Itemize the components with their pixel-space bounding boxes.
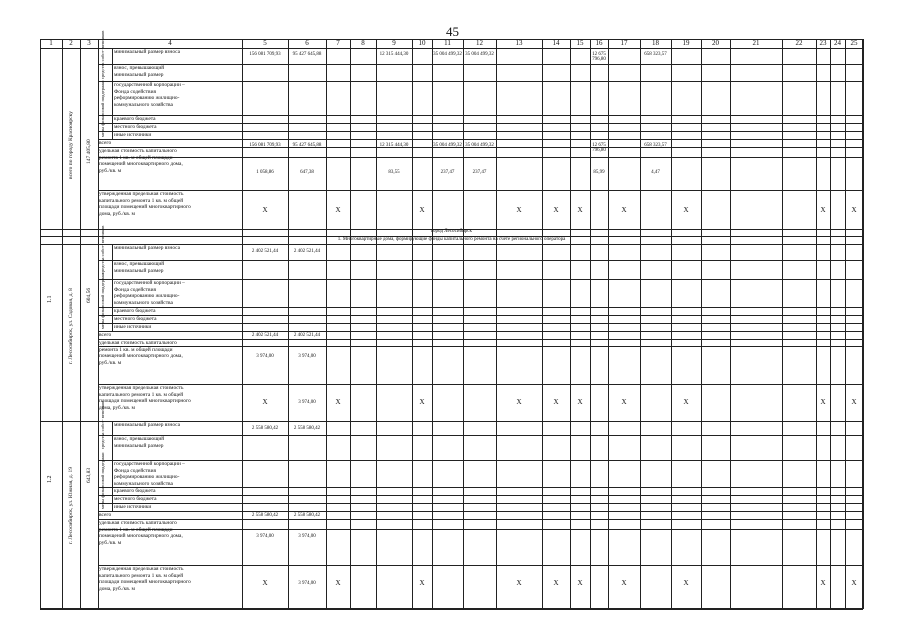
city-min-fee-value: 35 004 499,32 [465, 52, 494, 57]
city-min-fee-value: 156 081 709,93 [249, 52, 281, 57]
grid-vline [350, 39, 351, 609]
column-number-header: 8 [361, 39, 365, 47]
city-total-value: 658 323,57 [644, 143, 667, 148]
grid-vline [590, 39, 591, 609]
row-label-excess_fee: взнос, превышающий минимальный размер [114, 65, 165, 78]
city-total-value: 35 004 499,32 [465, 143, 494, 148]
column-number-header: 16 [595, 39, 603, 47]
house-1-max-x-mark: X [851, 398, 857, 406]
house-2-max-cost-col6: 3 974,00 [298, 581, 316, 586]
house-2-max-x-mark: X [262, 579, 268, 587]
house-1-row-label-local: местного бюджета [114, 316, 157, 322]
column-number-header: 14 [552, 39, 560, 47]
grid-vline [816, 39, 817, 609]
house-2-row-label-state_corp: государственной корпорации – Фонда содействия реформированию жилищно- коммунального хозяйства [114, 461, 185, 487]
grid-vline [570, 39, 571, 609]
city-max-x-mark: X [851, 206, 857, 214]
grid-vline [463, 39, 464, 609]
capital-repair-table [40, 30, 863, 609]
city-max-x-mark: X [335, 206, 341, 214]
house-1-own-funds-label: средства собст- венников [100, 225, 105, 274]
house-2-min-fee-col6: 2 558 580,42 [293, 426, 321, 431]
city-total-value: 12 315 444,30 [379, 143, 409, 148]
city-unit-cost-value: 237,47 [472, 170, 487, 175]
city-max-x-mark: X [621, 206, 627, 214]
house-1-row-label-regional: краевого бюджета [114, 308, 156, 314]
city-unit-cost-value: 85,99 [593, 170, 605, 175]
row-label-local: местного бюджета [114, 124, 157, 130]
house-2-max-x-mark: X [553, 579, 559, 587]
house-2-total: 2 558 580,42 [251, 513, 279, 518]
city-min-fee-value: 95 427 645,88 [292, 52, 322, 57]
grid-hline [40, 609, 863, 610]
house-1-unit-cost: 3 974,00 [256, 354, 274, 359]
column-number-header: 10 [418, 39, 426, 47]
house-1-max-x-mark: X [335, 398, 341, 406]
house-1-min-fee: 2 402 521,44 [251, 249, 279, 254]
column-number-header: 11 [444, 39, 451, 47]
city-unit-cost-value: 237,47 [440, 170, 455, 175]
city-max-x-mark: X [820, 206, 826, 214]
city-unit-cost-value: 83,55 [388, 170, 400, 175]
house-2-address: г. Лесосибирск, ул. Южная, д. 19 [68, 467, 74, 544]
grid-vline [542, 39, 543, 609]
house-2-unit-cost: 3 974,00 [256, 534, 274, 539]
section-title: город Лесосибирск [431, 229, 472, 234]
house-1-address: г. Лесосибирск, ул. Садовая, д. 8 [68, 288, 74, 364]
house-2-row-label-min_fee: минимальный размер взноса [114, 422, 180, 428]
column-number-header: 1 [49, 39, 53, 47]
city-total-label: всего по городу Красноярску [68, 111, 74, 179]
row-label-unit_cost: удельная стоимость капитального ремонта 1 кв. м общей площади помещений многоквартирного дома, руб./кв. м [99, 148, 183, 174]
grid-vline [412, 39, 413, 609]
house-2-max-x-mark: X [516, 579, 522, 587]
city-max-x-mark: X [419, 206, 425, 214]
grid-vline [496, 39, 497, 609]
house-1-row-label-max_cost: утвержденная предельная стоимость капитального ремонта 1 кв. м общей площади помещений многоквартирного дома, руб./кв. м [99, 385, 191, 411]
grid-vline [376, 39, 377, 609]
house-2-max-x-mark: X [820, 579, 826, 587]
house-2-max-x-mark: X [419, 579, 425, 587]
city-unit-cost-value: 647,38 [300, 170, 314, 175]
city-min-fee-value: 12 315 444,30 [379, 52, 409, 57]
city-total-value: 35 004 499,32 [433, 143, 462, 148]
house-2-row-label-excess_fee: взнос, превышающий минимальный размер [114, 436, 165, 449]
house-1-max-x-mark: X [577, 398, 583, 406]
grid-vline [782, 39, 783, 609]
house-1-max-cost-col6: 3 974,00 [298, 400, 316, 405]
house-2-support-label: меры финансовой поддержки [100, 452, 105, 509]
row-label-min_fee: минимальный размер взноса [114, 49, 180, 55]
grid-vline [40, 39, 41, 609]
house-2-unit-cost-col6: 3 974,00 [298, 534, 316, 539]
column-number-header: 2 [69, 39, 73, 47]
column-number-header: 15 [576, 39, 584, 47]
grid-vline [701, 39, 702, 609]
house-1-max-x-mark: X [516, 398, 522, 406]
house-2-max-x-mark: X [621, 579, 627, 587]
grid-vline [608, 39, 609, 609]
support-label: меры финансовой поддержки [100, 80, 105, 137]
grid-vline [730, 39, 731, 609]
column-number-header: 13 [515, 39, 523, 47]
house-1-max-x-mark: X [553, 398, 559, 406]
column-number-header: 25 [850, 39, 858, 47]
house-1-row-label-excess_fee: взнос, превышающий минимальный размер [114, 261, 165, 274]
grid-vline [288, 39, 289, 609]
column-number-header: 4 [168, 39, 172, 47]
grid-vline [671, 39, 672, 609]
house-1-support-label: меры финансовой поддержки [100, 272, 105, 329]
grid-vline [242, 39, 243, 609]
column-number-header: 17 [620, 39, 628, 47]
house-2-row-label-local: местного бюджета [114, 496, 157, 502]
city-unit-cost-value: 4,47 [651, 170, 660, 175]
house-1-row-label-total: всего [99, 332, 112, 338]
column-number-header: 12 [476, 39, 483, 47]
city-unit-cost-value: 1 058,86 [256, 170, 274, 175]
house-2-area: 643,83 [86, 467, 92, 483]
row-label-state_corp: государственной корпорации – Фонда содействия реформированию жилищно- коммунального хозяйства [114, 82, 185, 108]
house-1-total: 2 402 521,44 [251, 333, 279, 338]
page-number: 45 [446, 24, 459, 39]
city-min-fee-value: 12 675 796,80 [592, 52, 606, 62]
column-number-header: 24 [834, 39, 841, 47]
row-label-other: иные источники [114, 132, 152, 138]
house-1-number: 1.1 [47, 295, 53, 303]
house-2-max-x-mark: X [683, 579, 689, 587]
city-min-fee-value: 658 323,57 [644, 52, 667, 57]
house-1-max-x-mark: X [419, 398, 425, 406]
grid-vline [62, 39, 63, 609]
grid-vline [326, 39, 327, 609]
column-number-header: 18 [652, 39, 659, 47]
house-2-max-x-mark: X [577, 579, 583, 587]
house-1-min-fee-col6: 2 402 521,44 [293, 249, 321, 254]
house-2-max-x-mark: X [335, 579, 341, 587]
column-number-header: 23 [819, 39, 827, 47]
house-2-own-funds-label: средства собст- венников [100, 400, 105, 449]
group-separator [112, 48, 113, 139]
house-2-row-label-total: всего [99, 512, 112, 518]
house-2-total-col6: 2 558 580,42 [293, 513, 321, 518]
house-1-unit-cost-col6: 3 974,00 [298, 354, 316, 359]
column-number-header: 20 [712, 39, 719, 47]
house-1-max-x-mark: X [621, 398, 627, 406]
column-number-header: 9 [392, 39, 396, 47]
house-2-min-fee: 2 558 580,42 [251, 426, 279, 431]
city-max-x-mark: X [516, 206, 522, 214]
house-2-row-label-unit_cost: удельная стоимость капитального ремонта 1 кв. м общей площади помещений многоквартирного дома, руб./кв. м [99, 520, 183, 546]
row-label-regional: краевого бюджета [114, 116, 156, 122]
grid-vline [80, 39, 81, 609]
row-label-total: всего [99, 140, 112, 146]
column-number-header: 7 [336, 39, 340, 47]
column-number-header: 21 [752, 39, 760, 47]
city-max-x-mark: X [683, 206, 689, 214]
own-funds-label: средства собст- венников [100, 30, 105, 79]
house-2-row-label-max_cost: утвержденная предельная стоимость капитального ремонта 1 кв. м общей площади помещений многоквартирного дома, руб./кв. м [99, 566, 191, 592]
house-1-max-x-mark: X [820, 398, 826, 406]
house-1-row-label-unit_cost: удельная стоимость капитального ремонта 1 кв. м общей площади помещений многоквартирного дома, руб./кв. м [99, 340, 183, 366]
column-number-header: 3 [87, 39, 91, 47]
city-max-x-mark: X [262, 206, 268, 214]
house-2-row-label-other: иные источники [114, 504, 152, 510]
column-number-header: 6 [305, 39, 309, 47]
house-1-row-label-min_fee: минимальный размер взноса [114, 245, 180, 251]
house-1-row-label-state_corp: государственной корпорации – Фонда содействия реформированию жилищно- коммунального хозяйства [114, 280, 185, 306]
house-1-area: 604,56 [86, 287, 92, 303]
house-1-max-x-mark: X [262, 398, 268, 406]
city-max-x-mark: X [553, 206, 559, 214]
city-min-fee-value: 35 004 499,32 [433, 52, 462, 57]
house-1-max-x-mark: X [683, 398, 689, 406]
grid-vline [863, 39, 864, 609]
house-2-max-x-mark: X [851, 579, 857, 587]
city-total-value: 95 427 645,88 [292, 143, 322, 148]
column-number-header: 5 [263, 39, 267, 47]
city-total-value: 12 675 796,80 [592, 143, 606, 153]
grid-vline [830, 39, 831, 609]
grid-vline [845, 39, 846, 609]
city-area: 147 405,80 [86, 139, 92, 164]
house-1-total-col6: 2 402 521,44 [293, 333, 321, 338]
house-1-row-label-other: иные источники [114, 324, 152, 330]
group-separator [112, 244, 113, 331]
grid-vline [640, 39, 641, 609]
house-2-number: 1.2 [47, 475, 53, 483]
city-max-x-mark: X [577, 206, 583, 214]
house-2-row-label-regional: краевого бюджета [114, 488, 156, 494]
grid-vline [432, 39, 433, 609]
column-number-header: 22 [795, 39, 803, 47]
column-number-header: 19 [682, 39, 690, 47]
group-separator [112, 421, 113, 511]
section-subtitle: 1. Многоквартирные дома, формирующие фонды капитального ремонта на счете регионального оператора [337, 237, 566, 242]
row-label-max_cost: утвержденная предельная стоимость капитального ремонта 1 кв. м общей площади помещений многоквартирного дома, руб./кв. м [99, 191, 191, 217]
city-total-value: 156 081 709,93 [249, 143, 281, 148]
